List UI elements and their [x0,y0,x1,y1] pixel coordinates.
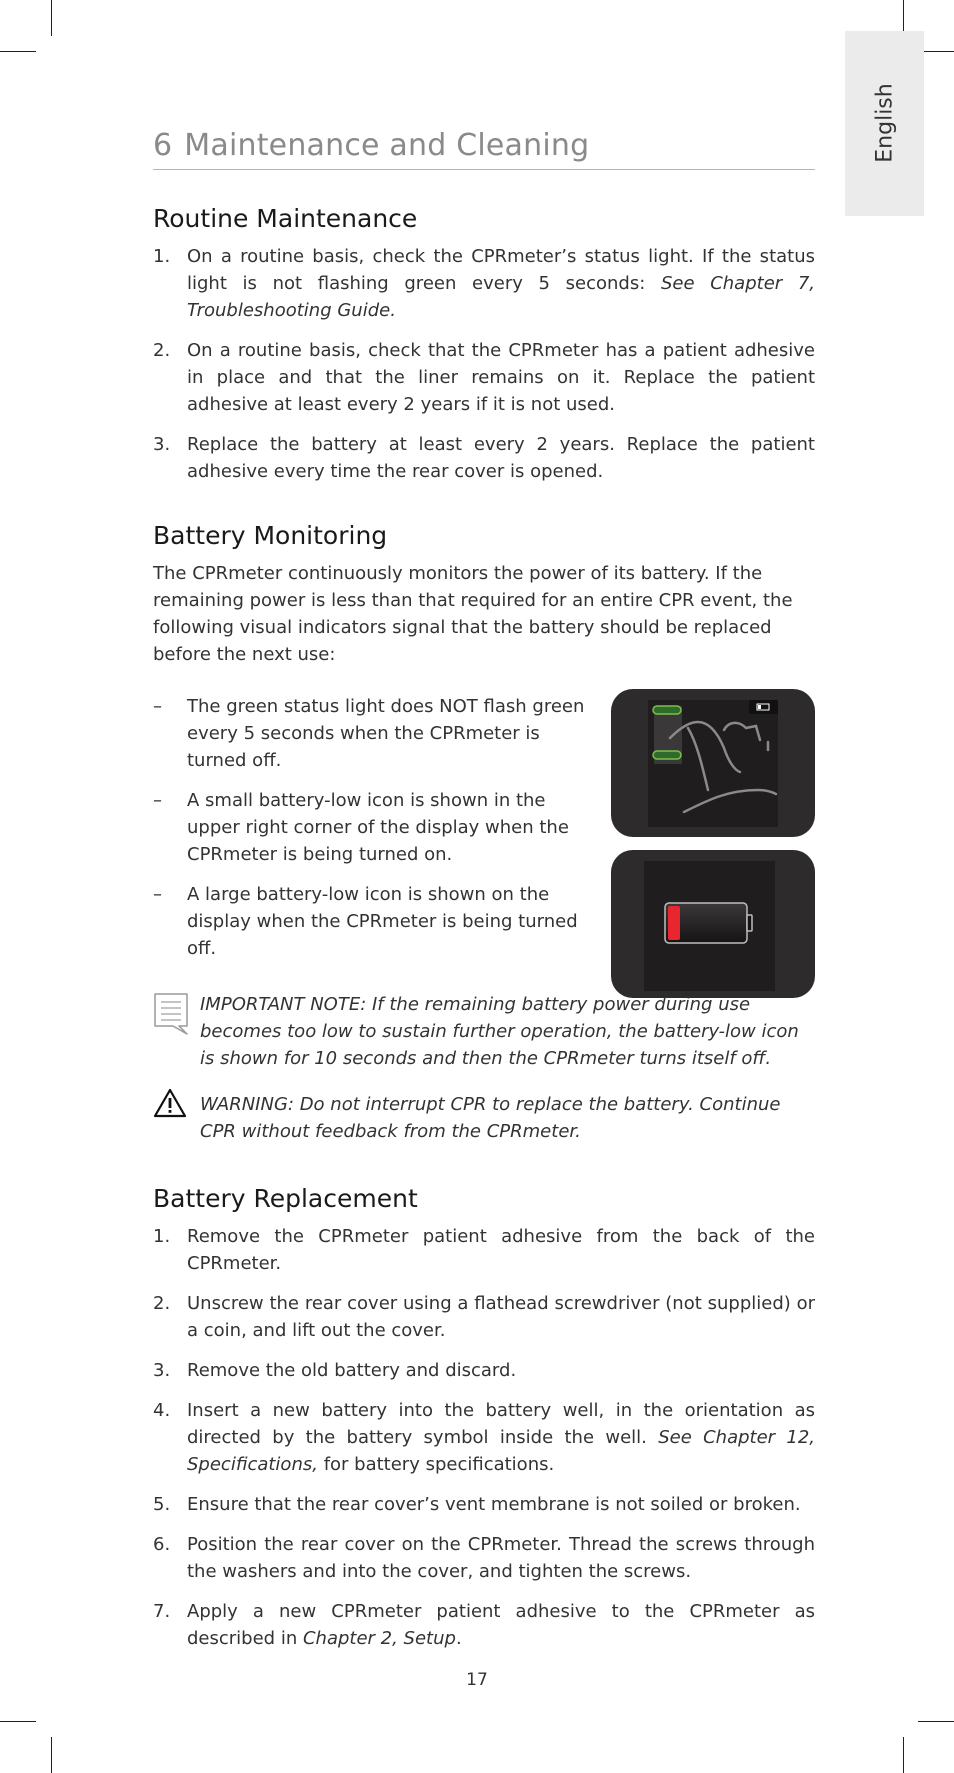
crop-mark [51,1737,52,1773]
cprmeter-display [644,861,775,991]
crop-mark [51,0,52,36]
note-icon [153,992,189,1036]
list-item: 3. Remove the old battery and discard. [153,1360,517,1381]
page-number: 17 [466,1670,488,1690]
battery-monitoring-heading: Battery Monitoring [153,521,388,550]
cprmeter-shutdown-illustration [611,850,815,998]
routine-maintenance-list [153,243,815,485]
list-item: 2. Unscrew the rear cover using a flathead screwdriver (not supplied) or a coin, and lift out the cover. [153,1293,815,1341]
chapter-title-text: Maintenance and Cleaning [184,128,590,163]
cprmeter-startup-illustration [611,689,815,837]
battery-monitoring-intro: The CPRmeter continuously monitors the power of its battery. If the remaining power is less than that required for an entire CPR event, the following visual indicators signal that the battery should be replaced before the next use: [153,563,793,665]
list-item: 1. On a routine basis, check the CPRmeter’s status light. If the status light is not flashing green every 5 seconds: See Chapter 7, Troubleshooting Guide. [153,246,816,321]
chapter-number: 6 [153,128,173,163]
language-label: English [872,83,897,163]
battery-replacement-heading: Battery Replacement [153,1184,418,1213]
list-item: – The green status light does NOT flash green every 5 seconds when the CPRmeter is turned off. [153,696,585,771]
list-item: 4. Insert a new battery into the battery well, in the orientation as directed by the battery symbol inside the well. See Chapter 12, Specifications, for battery specifications. [153,1400,816,1475]
list-item: 6. Position the rear cover on the CPRmeter. Thread the screws through the washers and into the cover, and tighten the screws. [153,1534,815,1582]
crop-mark [0,51,36,52]
cprmeter-display-graphic [648,700,778,827]
list-item: – A large battery-low icon is shown on the display when the CPRmeter is being turned off. [153,884,578,959]
battery-replacement-section [153,1184,815,1665]
list-item: 2. On a routine basis, check that the CPRmeter has a patient adhesive in place and that the liner remains on it. Replace the patient adhesive at least every 2 years if it is not used. [153,340,815,415]
list-item: – A small battery-low icon is shown in the upper right corner of the display when the CPRmeter is being turned on. [153,790,569,865]
list-item: 1. Remove the CPRmeter patient adhesive from the back of the CPRmeter. [153,1226,815,1274]
important-note: IMPORTANT NOTE: If the remaining battery power during use becomes too low to sustain further operation, the battery-low icon is shown for 10 seconds and then the CPRmeter turns itself off. [200,994,799,1069]
large-battery-low-icon [644,861,775,991]
language-tab [845,31,924,216]
chapter-title [153,128,815,170]
warning-text: WARNING: Do not interrupt CPR to replace the battery. Continue CPR without feedback from the CPRmeter. [200,1094,781,1142]
list-item: 7. Apply a new CPRmeter patient adhesive to the CPRmeter as described in Chapter 2, Setup. [153,1601,815,1649]
battery-replacement-list [153,1223,815,1652]
crop-mark [903,1737,904,1773]
battery-indicator-list [153,693,593,962]
warning-icon [153,1088,187,1118]
crop-mark [0,1721,36,1722]
routine-maintenance-heading: Routine Maintenance [153,204,418,233]
page-content [153,128,815,975]
crop-mark [918,1721,954,1722]
cprmeter-display [648,700,778,827]
list-item: 5. Ensure that the rear cover’s vent membrane is not soiled or broken. [153,1494,801,1515]
list-item: 3. Replace the battery at least every 2 years. Replace the patient adhesive every time the rear cover is opened. [153,434,815,482]
